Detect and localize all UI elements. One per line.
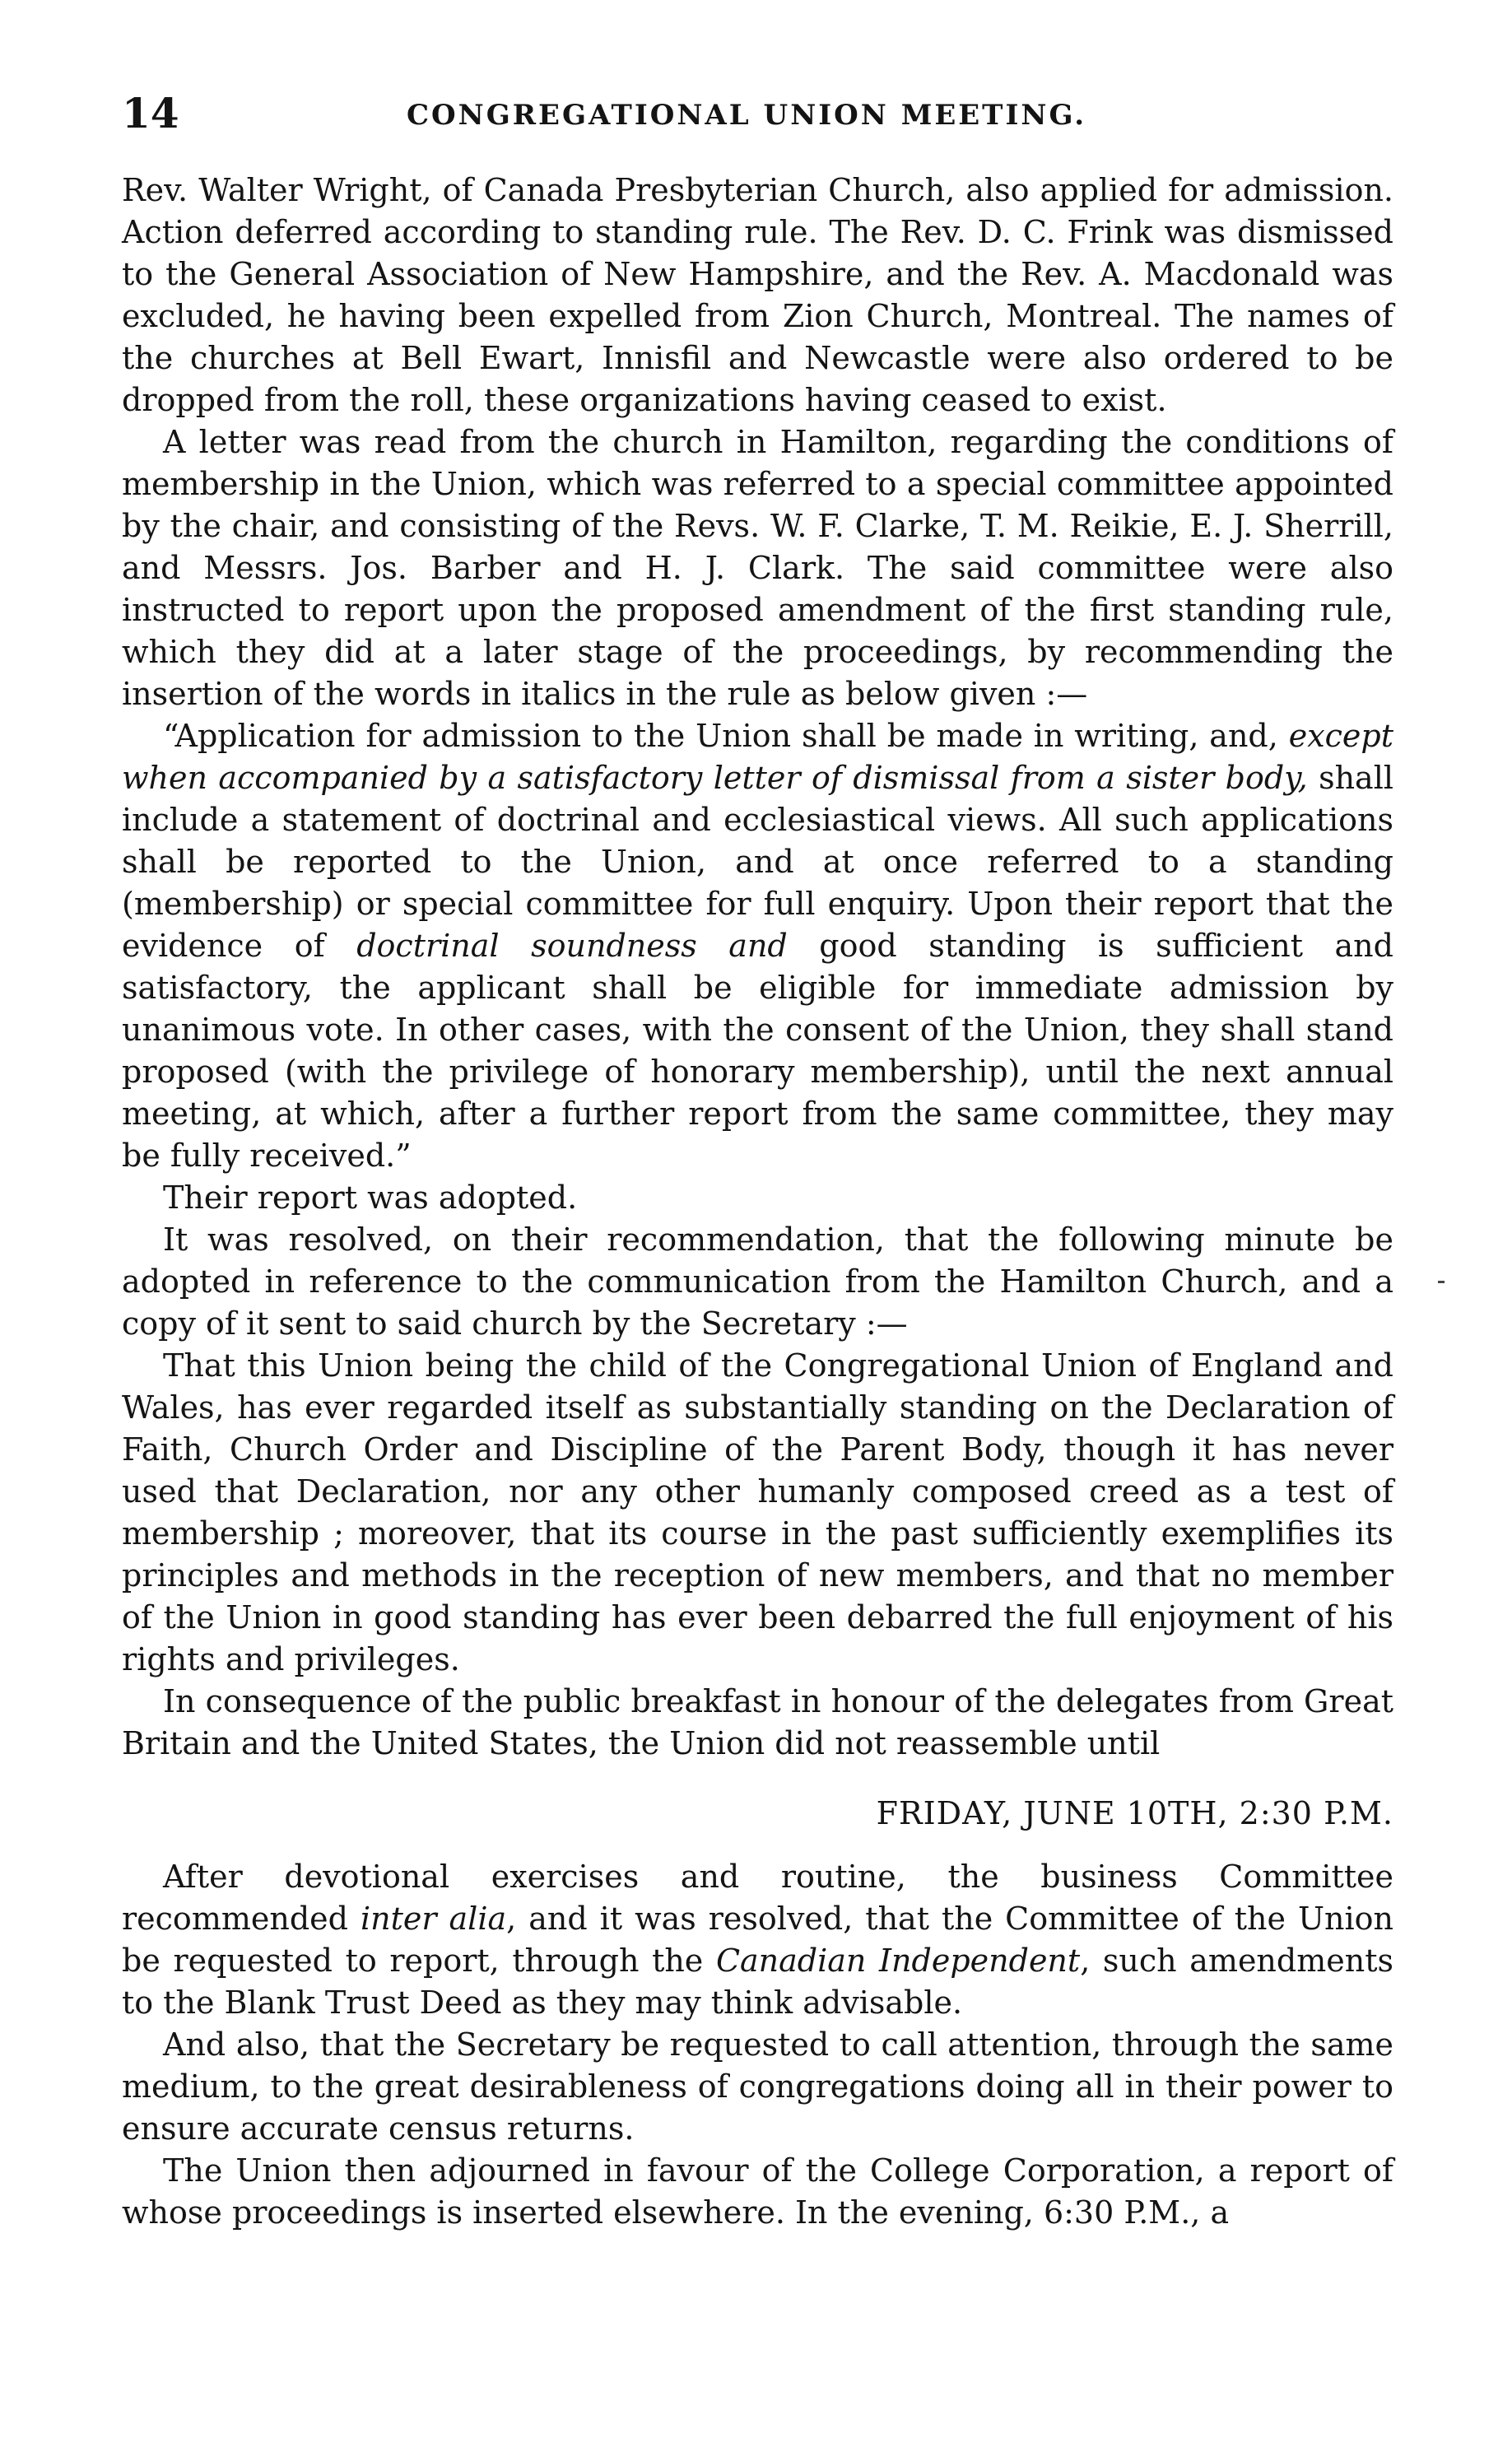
session-dateline: FRIDAY, JUNE 10TH, 2:30 P.M. [876,1795,1393,1831]
margin-mark [1438,1281,1445,1283]
business-text-part-2: , and it was resolved, that the Committee of the Union be requested to report, through the [122,1901,1394,1979]
paragraph-admissions: Rev. Walter Wright, of Canada Presbyterian Church, also applied for admission. Action deferred according to standing rule. The Rev. D. C. Frink was dismissed to the General Association of New Hampshire, and the Rev. A. Macdonald was excluded, he having been expelled from Zion Church, Montreal. The names of the churches at Bell Ewart, Innisfil and Newcastle were also ordered to be dropped from the roll, these organizations having ceased to exist. [122,172,1393,418]
running-title: CONGREGATIONAL UNION MEETING. [407,99,1087,132]
page-body [122,170,1393,2234]
italic-canadian-independent: Canadian Independent [715,1943,1081,1979]
rule-italic-insertion-1: except when accompanied by a satisfactory letter of dismissal from a sister body, [122,718,1393,796]
paragraph-minute: That this Union being the child of the Congregational Union of England and Wales, has ever regarded itself as substantially standing on the Declaration of Faith, Church Order and Discipline of the Parent Body, though it has never used that Declaration, nor any other humanly composed creed as a test of membership ; moreover, that its course in the past sufficiently exemplifies its principles and methods in the reception of new members, and that no member of the Union in good standing has ever been debarred the full enjoyment of his rights and privileges. [122,1347,1393,1677]
business-text-part-3: , such amendments to the Blank Trust Deed as they may think advisable. [122,1943,1393,2021]
rule-text-part-2: shall include a statement of doctrinal and ecclesiastical views. All such applications shall be reported to the Union, and at once referred to a standing (membership) or special committee for full enquiry. Upon their report that the evidence of [122,760,1394,964]
rule-text-part-1: “Application for admission to the Union shall be made in writing, and, [163,718,1289,754]
paragraph-census-returns: And also, that the Secretary be requested to call attention, through the same medium, to the great desirableness of congregations doing all in their power to ensure accurate census returns. [122,2026,1393,2147]
paragraph-adjournment: The Union then adjourned in favour of the College Corporation, a report of whose proceedings is inserted elsewhere. In the evening, 6:30 P.M., a [122,2152,1393,2231]
paragraph-hamilton-letter: A letter was read from the church in Hamilton, regarding the conditions of membership in the Union, which was referred to a special committee appointed by the chair, and consisting of the Revs. W. F. Clarke, T. M. Reikie, E. J. Sherrill, and Messrs. Jos. Barber and H. J. Clark. The said committee were also instructed to report upon the proposed amendment of the first standing rule, which they did at a later stage of the proceedings, by recommending the insertion of the words in italics in the rule as below given :— [122,424,1393,712]
paragraph-amended-rule [122,715,1393,1177]
page-number: 14 [122,89,179,137]
page-header [122,89,1393,147]
rule-text-part-3: good standing is sufficient and satisfactory, the applicant shall be eligible for immediate admission by unanimous vote. In other cases, with the consent of the Union, they shall stand proposed (with the privilege of honorary membership), until the next annual meeting, at which, after a further report from the same committee, they may be fully received.” [122,928,1393,1174]
paragraph-report-adopted: Their report was adopted. [163,1179,578,1216]
rule-italic-insertion-2: doctrinal soundness and [356,928,788,964]
business-text-part-1: After devotional exercises and routine, the business Committee recommended [122,1859,1393,1937]
paragraph-business-committee [122,1856,1393,2024]
paragraph-resolution: It was resolved, on their recommendation, that the following minute be adopted in reference to the communication from the Hamilton Church, and a copy of it sent to said church by the Secretary :— [122,1221,1393,1342]
italic-inter-alia: inter alia [360,1901,507,1937]
paragraph-breakfast: In consequence of the public breakfast in honour of the delegates from Great Britain and the United States, the Union did not reassemble until [122,1683,1393,1761]
